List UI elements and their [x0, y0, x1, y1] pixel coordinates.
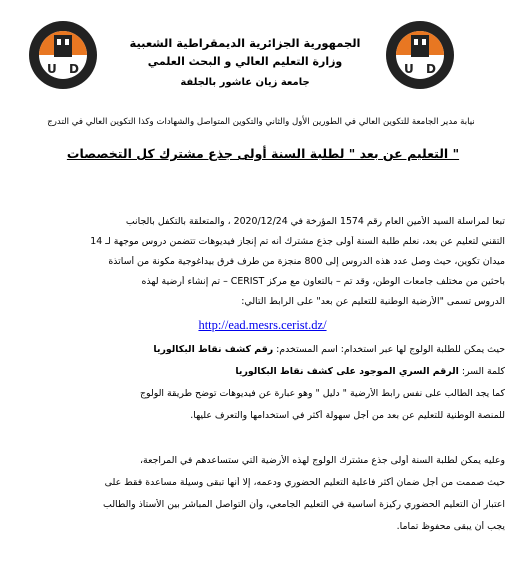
login-username-line: [20, 344, 505, 355]
logo-letter-u: U: [404, 62, 414, 76]
vice-rectorate-line: نيابة مدير الجامعة للتكوين العالي في الطورين الأول والثاني والتكوين المتواصل والشهادات وكذا التكوين العالي في التدرج: [47, 117, 475, 127]
paragraph2-line: للمنصة الوطنية للتعليم عن بعد من أجل سهولة أكثر في استخدامها والتعرف عليها.: [190, 410, 505, 421]
paragraph1-line: باحثين من مختلف جامعات الوطن، وقد تم – بالتعاون مع مركز CERIST – تم إنشاء أرضية لهذه: [141, 276, 505, 287]
logo-letter-d: D: [426, 62, 436, 76]
header-republic: الجمهورية الجزائرية الديمقراطية الشعبية: [129, 36, 361, 50]
logo-letter-d: D: [69, 62, 79, 76]
paragraph2-line: كما يجد الطالب على نفس رابط الأرضية " دليل " وهو عبارة عن فيديوهات توضح طريقة الولوج: [139, 388, 505, 399]
paragraph1-line: تبعا لمراسلة السيد الأمين العام رقم 1574 المؤرخة في 2020/12/24 ، والمتعلقة بالتكفل بالجانب: [125, 216, 505, 227]
header-ministry: وزارة التعليم العالي و البحث العلمي: [147, 55, 343, 68]
login-password-line: [20, 366, 505, 377]
paragraph1-line: ميدان تكوين، حيث وصل عدد هذه الدروس إلى 800 منجزة من طرف فرق بيداغوجية مكونة من أساتذة: [108, 256, 505, 267]
paragraph1-line: التقني لتعليم عن بعد، نعلم طلبة السنة أولى جذع مشترك أنه تم إنجاز فيديوهات تتضمن دروس موجهة لـ 14: [90, 236, 505, 247]
platform-link[interactable]: http://ead.mesrs.cerist.dz/: [198, 318, 327, 332]
paragraph3-line: حيث صممت من أجل ضمان أكثر فاعلية التعليم الحضوري ودعمه، إلا أنها تبقى وسيلة مساعدة فقط على: [104, 477, 505, 488]
paragraph3-line: اعتبار أن التعليم الحضوري ركيزة أساسية في التعليم الجامعي، وأن التواصل المباشر بين الأستاذ والطالب: [103, 499, 505, 510]
password-prefix: كلمة السر:: [461, 366, 505, 377]
header-university: جامعة زيان عاشور بالجلفة: [180, 77, 310, 88]
username-prefix: حيث يمكن للطلبة الولوج لها عبر استخدام: اسم المستخدم:: [276, 344, 505, 355]
paragraph1-line: الدروس تسمى "الأرضية الوطنية للتعليم عن بعد" على الرابط التالي:: [241, 296, 505, 307]
password-value: الرقم السري الموجود على كشف نقاط البكالوريا: [235, 366, 459, 377]
paragraph3-line: وعليه يمكن لطلبة السنة أولى جذع مشترك الولوج لهذه الأرضية التي ستساعدهم في المراجعة،: [140, 455, 505, 466]
username-value: رقم كشف نقاط البكالوريا: [153, 344, 274, 355]
logo-letter-u: U: [47, 62, 57, 76]
university-logo-left: [27, 19, 99, 91]
document-title: " التعليم عن بعد " لطلبة السنة أولى جذع مشترك كل التخصصات: [66, 146, 460, 161]
paragraph3-line: يجب أن يبقى محفوظ تماما.: [396, 521, 505, 532]
university-logo-right: [384, 19, 456, 91]
